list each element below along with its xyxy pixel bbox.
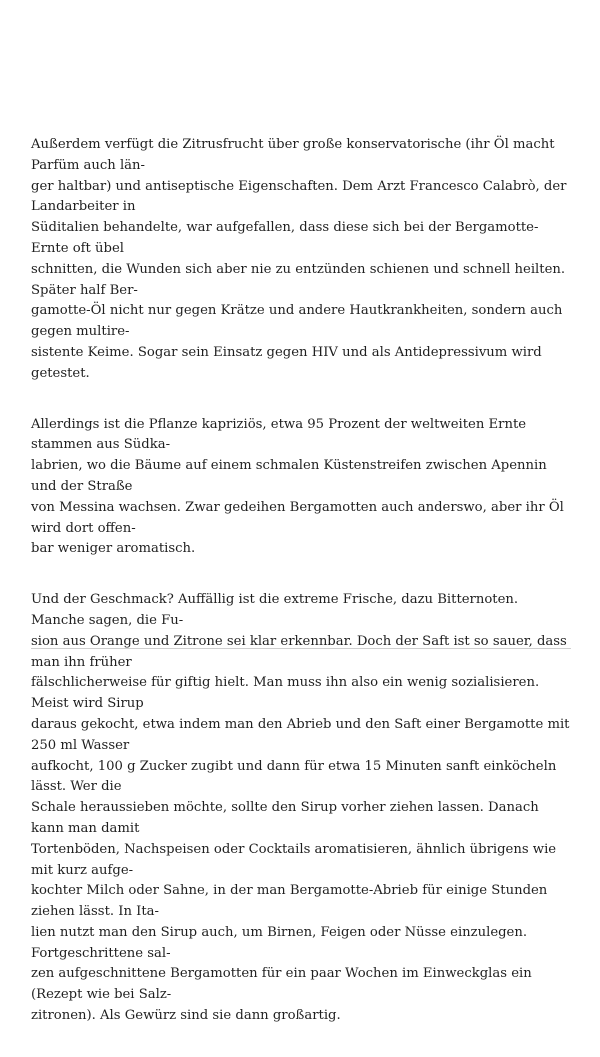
text-line: Und der Geschmack? Auffällig ist die extreme Frische, dazu Bitternoten. Manche sagen, die Fu- [31, 592, 519, 628]
text-line: lien nutzt man den Sirup auch, um Birnen, Feigen oder Nüsse einzulegen. Fortgeschrittene sal- [31, 924, 528, 961]
text-line: daraus gekocht, etwa indem man den Abrieb und den Saft einer Bergamotte mit 250 ml Wasser [31, 716, 570, 753]
text-line: aufkocht, 100 g Zucker zugibt und dann für etwa 15 Minuten sanft einköcheln lässt. Wer die [31, 758, 557, 795]
text-line: Allerdings ist die Pflanze kapriziös, etwa 95 Prozent der weltweiten Ernte stammen aus Südka- [31, 416, 527, 453]
text-line: kochter Milch oder Sahne, in der man Bergamotte-Abrieb für einige Stunden ziehen lässt. In Ita- [31, 883, 548, 920]
text-line: sistente Keime. Sogar sein Einsatz gegen HIV und als Antidepressivum wird getestet. [31, 344, 542, 381]
text-line: bar weniger aromatisch. [31, 541, 196, 557]
text-line: gamotte-Öl nicht nur gegen Krätze und andere Hautkrankheiten, sondern auch gegen multire- [31, 303, 563, 340]
section-divider [31, 648, 571, 649]
text-line: Süditalien behandelte, war aufgefallen, dass diese sich bei der Bergamotte-Ernte oft übel [31, 220, 539, 256]
text-line: fälschlicherweise für giftig hielt. Man muss ihn also ein wenig sozialisieren. Meist wird Sirup [31, 675, 540, 712]
text-line: Schale heraussieben möchte, sollte den Sirup vorher ziehen lassen. Danach kann man damit [31, 800, 539, 836]
text-line: zitronen). Als Gewürz sind sie dann großartig. [31, 1008, 341, 1024]
text-line: sion aus Orange und Zitrone sei klar erkennbar. Doch der Saft ist so sauer, dass man ihn früher [31, 633, 567, 670]
text-line: labrien, wo die Bäume auf einem schmalen Küstenstreifen zwischen Apennin und der Straße [31, 458, 547, 494]
text-line: Außerdem verfügt die Zitrusfrucht über große konservatorische (ihr Öl macht Parfüm auch län- [31, 137, 555, 173]
paragraph-antiseptic [31, 135, 571, 385]
text-line: schnitten, die Wunden sich aber nie zu entzünden schienen und schnell heilten. Später half Ber- [31, 261, 566, 298]
article-body [31, 135, 571, 1057]
paragraph-taste [31, 590, 571, 1027]
text-line: von Messina wachsen. Zwar gedeihen Bergamotten auch anderswo, aber ihr Öl wird dort offen- [31, 499, 564, 536]
text-line: ger haltbar) und antiseptische Eigenschaften. Dem Arzt Francesco Calabrò, der Landarbeiter in [31, 178, 567, 215]
text-line: Tortenböden, Nachspeisen oder Cocktails aromatisieren, ähnlich übrigens wie mit kurz aufge- [31, 841, 557, 878]
paragraph-calabria [31, 415, 571, 561]
text-line: zen aufgeschnittene Bergamotten für ein paar Wochen im Einweckglas ein (Rezept wie bei Salz- [31, 966, 532, 1003]
